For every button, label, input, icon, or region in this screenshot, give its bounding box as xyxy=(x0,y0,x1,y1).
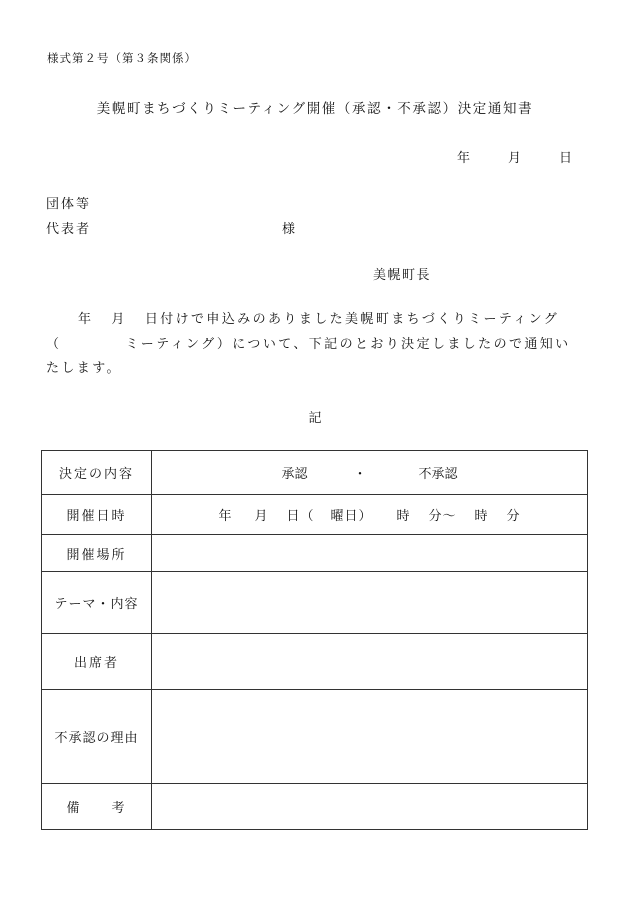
body-month: 月 xyxy=(111,312,127,327)
dt-hour-end: 時 xyxy=(474,509,489,524)
separator-dot: ・ xyxy=(353,467,367,482)
remarks-value[interactable] xyxy=(152,784,588,830)
decision-value xyxy=(152,451,588,495)
reason-label: 不承認の理由 xyxy=(42,690,152,784)
document-title: 美幌町まちづくりミーティング開催（承認・不承認）決定通知書 xyxy=(96,101,534,117)
disapprove-option: 不承認 xyxy=(418,467,458,482)
dt-minute-start: 分～ xyxy=(428,509,457,524)
ki-heading: 記 xyxy=(308,411,322,426)
body-line-1-rest: 日付けで申込みのありました美幌町まちづくりミーティング xyxy=(144,312,560,327)
theme-value[interactable] xyxy=(152,572,588,634)
sender-mayor: 美幌町長 xyxy=(373,268,432,283)
dt-year: 年 xyxy=(218,509,233,524)
table-row xyxy=(42,572,588,634)
body-line-3: たします。 xyxy=(46,361,122,376)
addressee-organization: 団体等 xyxy=(46,197,92,212)
dt-hour-start: 時 xyxy=(396,509,411,524)
dt-minute-end: 分 xyxy=(506,509,521,524)
body-line-2 xyxy=(46,333,586,358)
table-row xyxy=(42,690,588,784)
dt-month: 月 xyxy=(254,509,269,524)
place-value[interactable] xyxy=(152,535,588,572)
notice-body xyxy=(46,308,586,382)
decision-label: 決定の内容 xyxy=(42,451,152,495)
table-row xyxy=(42,784,588,830)
place-label: 開催場所 xyxy=(42,535,152,572)
body-line-1 xyxy=(46,308,586,333)
date-year: 年 xyxy=(456,151,470,166)
decision-table xyxy=(41,450,588,830)
addressee-representative: 代表者 xyxy=(46,222,92,237)
date-day: 日 xyxy=(558,151,572,166)
remarks-label: 備 考 xyxy=(42,784,152,830)
dt-day: 日（ xyxy=(286,509,315,524)
approve-option: 承認 xyxy=(281,467,308,482)
date-month: 月 xyxy=(507,151,521,166)
table-row xyxy=(42,634,588,690)
attendees-value[interactable] xyxy=(152,634,588,690)
attendees-label: 出席者 xyxy=(42,634,152,690)
table-row xyxy=(42,535,588,572)
honorific: 様 xyxy=(282,222,296,237)
reason-value[interactable] xyxy=(152,690,588,784)
form-number: 様式第２号（第３条関係） xyxy=(47,51,197,65)
theme-label: テーマ・内容 xyxy=(42,572,152,634)
body-paren-open: （ xyxy=(46,336,62,352)
datetime-value xyxy=(152,495,588,535)
table-row xyxy=(42,495,588,535)
body-year: 年 xyxy=(78,312,94,327)
body-line-2-rest: ミーティング）について、下記のとおり決定しましたので通知い xyxy=(125,336,571,352)
datetime-label: 開催日時 xyxy=(42,495,152,535)
issue-date xyxy=(457,147,572,166)
table-row xyxy=(42,451,588,495)
dt-weekday: 曜日） xyxy=(330,509,373,524)
